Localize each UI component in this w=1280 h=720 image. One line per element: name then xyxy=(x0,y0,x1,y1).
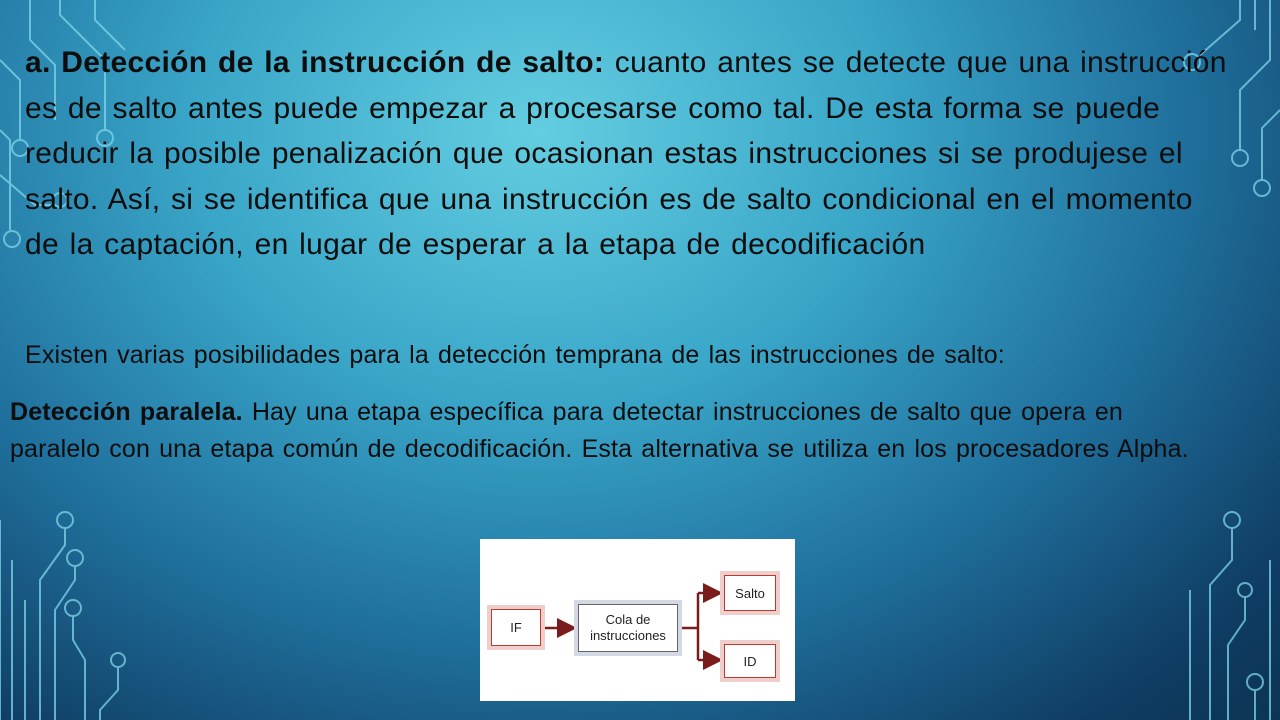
branch-stage-label: Salto xyxy=(735,585,765,601)
instruction-queue-box xyxy=(578,604,678,652)
intro-sentence: Existen varias posibilidades para la detección temprana de las instrucciones de salto: xyxy=(25,341,1005,369)
if-stage-box xyxy=(491,609,541,646)
queue-label-line1: Cola de xyxy=(605,612,651,627)
paragraph-a-heading: a. Detección de la instrucción de salto: xyxy=(25,46,605,79)
paragraph-a-body: cuanto antes se detecte que una instrucción es de salto antes puede empezar a procesarse como tal. De esta forma se puede reducir la posible penalización que ocasionan estas instrucciones si se produjese el salto. Así, si se identifica que una instrucción es de salto condicional en el momento de la captación, en lugar de esperar a la etapa de decodificación xyxy=(25,46,1227,262)
paragraph-parallel-detection xyxy=(10,394,1210,467)
queue-label-line2: instrucciones xyxy=(590,628,666,643)
decode-stage-label: ID xyxy=(743,653,757,669)
paragraph-branch-detection xyxy=(25,40,1235,268)
paragraph-b-body: Hay una etapa específica para detectar instrucciones de salto que opera en paralelo con una etapa común de decodificación. Esta alternativa se utiliza en los procesadores Alpha. xyxy=(10,398,1189,463)
pipeline-diagram xyxy=(480,539,795,701)
paragraph-b-heading: Detección paralela. xyxy=(10,398,243,426)
decode-stage-box xyxy=(724,644,776,678)
if-stage-label: IF xyxy=(510,620,522,635)
branch-stage-box xyxy=(724,575,776,611)
